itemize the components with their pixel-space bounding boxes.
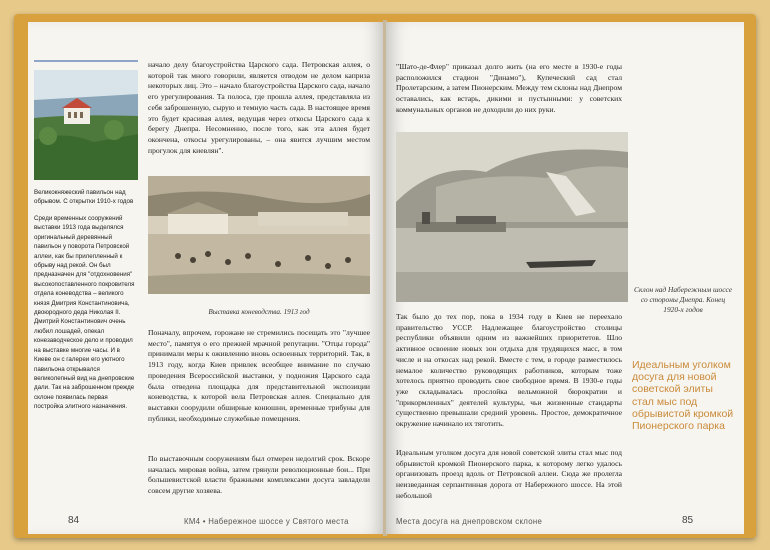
pavilion-illustration — [34, 70, 138, 180]
horse-exhibition-photo — [148, 176, 370, 294]
right-page-number: 85 — [682, 515, 694, 526]
dnieper-slope-photo — [396, 132, 628, 302]
sidebar-caption: Великокняжеский павильон над обрывом. С открытки 1910-х годов — [34, 189, 134, 206]
left-running-head: КМ4 • Набережное шоссе у Святого места — [184, 517, 349, 526]
left-column-text-bottom2: По выставочным сооружениям был отмерен недолгий срок. Вскоре началась мировая война, затем грянули революционные бои... При большевистской власти бражными комплексами досуга завладели совсем другие хозяева. — [148, 454, 370, 496]
right-running-head: Места досуга на днепровском склоне — [396, 517, 543, 526]
slope-photo-illustration — [396, 132, 628, 302]
right-column-text-bottom: Так было до тех пор, пока в 1934 году в Киев не переехало правительство УССР. Надлежащее благоустройство столицы республики объявили одним из важнейших приоритетов. Шло активное освоение новых зон отдыха для трудящихся масс, в том числе и на откосах над рекой. Вместе с тем, в городе разместилось немалое количество руководящих работников, которым тоже хотелось приятно проводить свое свободное время. В 1930-е годы уже складывалась прослойка вельможной бюрократии и "прикормленных" деятелей культуры, чьи жизненные стандарты существенно превышали средний уровень. Простое, демократичное окружение начинало их тяготить. — [396, 312, 622, 429]
sidebar-text: Среди временных сооружений выставки 1913 года выделялся оригинальный деревянный павильон у поворота Петровской аллеи, как бы прилепленный к обрыву над рекой. Он был предназначен для "отдохновения" высокопоставленного покровителя отдела коневодства – великого князя Дмитрия Константиновича, двоюродного деда Николая II. Дмитрий Константинович очень любил лошадей, опекал конезаводческое дело и проводил на выставке многие часы. И в Киеве он с галереи его уютного павильона открывался великолепный вид на днепровские дали. Так на заброшенном прежде склоне появилась первая постройка элитного назначения. — [34, 215, 135, 411]
sidebar-rule — [34, 60, 138, 62]
right-photo-caption: Склон над Набережным шоссе со стороны Днепра. Конец 1920-х годов — [634, 285, 732, 314]
exhibition-photo-illustration — [148, 176, 370, 294]
left-page — [28, 22, 384, 534]
pavilion-postcard-image — [34, 70, 138, 180]
right-column-text-bottom2: Идеальным уголком досуга для новой советской элиты стал мыс под обрывистой кромкой Пионерского парка, к которому легко удалось организовать проезд вдоль от Петровской аллеи. Сюда же пролегла неизведанная серпантинная дорога от Набережного шоссе. На этой небольшой — [396, 448, 622, 500]
left-page-number: 84 — [68, 515, 80, 526]
left-column-text-top: начало делу благоустройства Царского сада. Петровская аллея, о которой так много говорили, является отводом не делом каприза некоторых лиц. Это – начало благоустройства Царского сада, начало его урегулирования. Та полоса, где прошла аллея, представляла из себя заброшенную, сырую и темную часть сада. В настоящее время это будет красивая аллея, ведущая через откосы Царского сада к берегу Днепра. Несомненно, после того, как эта аллея будет окончена, откосы урегулированы, – она явится лучшим местом прогулок для киевлян". — [148, 60, 370, 155]
right-column-text-top: "Шато-де-Флер" приказал долго жить (на его месте в 1930-е годы расположился стадион "Динамо"), Купеческий сад стал Пролетарским, а затем Пионерским. Между тем склоны над Днепром оставались, как встарь, дикими и пустынными: у советских коммунальных органов не доходили до них руки. — [396, 62, 622, 114]
left-column-text-bottom: Поначалу, впрочем, горожане не стремились посещать это "лучшее место", памятуя о его прежней мрачной репутации. "Отцы города" принимали меры к оживлению вновь освоенных территорий. Так, в 1913 году, когда Киев привлек всеобщее внимание по случаю проведения Всероссийской выставки, у подножия Царского сада была отведена площадка для представительной экспозиции коневодства, к которой вела Петровская аллея. Специально для выставки соорудили обширные конюшни, временные трибуны для публики, необходимые служебные помещения. — [148, 328, 370, 423]
right-page — [386, 22, 744, 534]
pullquote: Идеальным уголком досуга для новой советской элиты стал мыс под обрывистой кромкой Пионерского парка — [632, 359, 734, 433]
left-photo-caption: Выставка коневодства. 1913 год — [208, 308, 310, 316]
